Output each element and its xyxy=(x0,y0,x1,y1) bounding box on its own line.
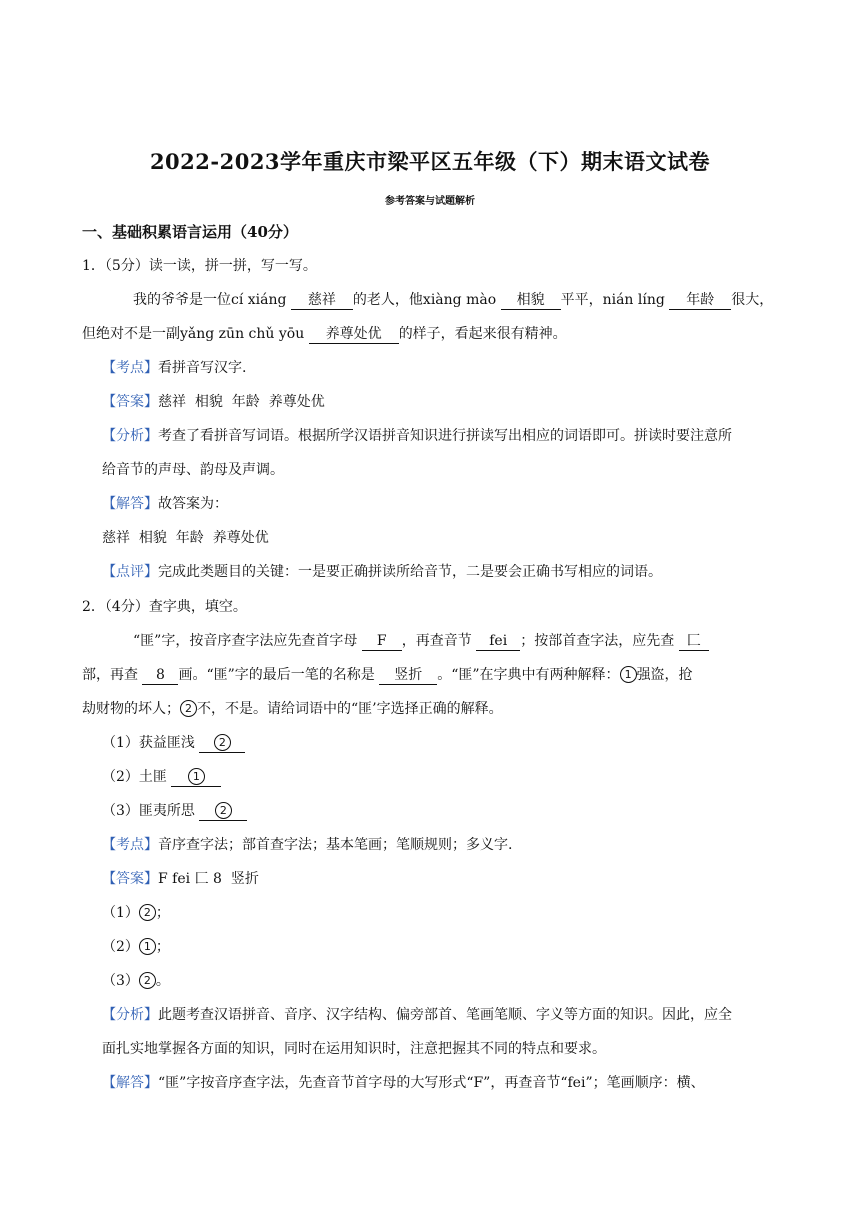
q2-result-2 xyxy=(102,937,802,957)
circled-number: 2 xyxy=(139,904,156,921)
q2-daan-text: F fei xyxy=(158,871,191,887)
q2-fenxi xyxy=(102,1005,802,1025)
q2-result-label: （3） xyxy=(102,973,139,989)
q1-passage-line2 xyxy=(82,324,782,344)
q2-answer-blank: 匚 xyxy=(679,633,709,651)
circled-number: 2 xyxy=(215,802,232,819)
q2-result-1 xyxy=(102,903,802,923)
q2-item-answer xyxy=(171,768,221,787)
q2-kaodian-text: 音序查字法；部首查字法；基本笔画；笔顺规则；多义字. xyxy=(158,837,513,853)
q2-item-label: （3）匪夷所思 xyxy=(102,803,195,819)
q2-answer-blank: F xyxy=(362,633,402,651)
q1-kaodian-text: 看拼音写汉字. xyxy=(158,360,247,376)
q2-heading: 2．（4分）查字典，填空。 xyxy=(82,599,247,615)
q2-passage-line2 xyxy=(82,665,782,685)
q2-result-3 xyxy=(102,971,802,991)
circled-number: 1 xyxy=(139,938,156,955)
q1-pinyin: yǎng zūn chǔ yōu xyxy=(180,326,305,342)
q1-pinyin: xiàng mào xyxy=(422,292,497,308)
q2-text: 。“匪”在字典中有两种解释： xyxy=(437,667,620,683)
q2-passage-line1 xyxy=(133,631,833,651)
q2-text: 强盗，抢 xyxy=(636,667,693,683)
page-title: 2022-2023学年重庆市梁平区五年级（下）期末语文试卷 xyxy=(149,149,711,174)
daan-tag: 【答案】 xyxy=(102,394,158,410)
q1-text: 很大， xyxy=(731,292,774,308)
q2-item-3 xyxy=(102,801,802,821)
jieda-tag: 【解答】 xyxy=(102,1075,158,1091)
q1-jieda-answer: 慈祥 相貌 年龄 养尊处优 xyxy=(102,530,269,546)
q1-dianping-text: 完成此类题目的关键：一是要正确拼读所给音节，二是要会正确书写相应的词语。 xyxy=(158,564,662,580)
q2-item-label: （1）获益匪浅 xyxy=(102,735,195,751)
q2-daan-text: 8 竖折 xyxy=(213,871,259,887)
q1-answer-blank: 相貌 xyxy=(501,292,561,310)
q1-answer-blank: 养尊处优 xyxy=(309,326,399,344)
q1-passage-line1 xyxy=(133,290,833,310)
q2-result-punct: 。 xyxy=(155,973,170,989)
q2-item-label: （2）土匪 xyxy=(102,769,167,785)
q1-answer-blank: 慈祥 xyxy=(291,292,353,310)
q2-item-answer xyxy=(199,734,245,753)
q2-result-punct: ； xyxy=(155,905,170,921)
kaodian-tag: 【考点】 xyxy=(102,837,158,853)
q1-text: 我的爷爷是一位 xyxy=(133,292,231,308)
q2-jieda xyxy=(102,1073,802,1093)
q1-jieda xyxy=(102,494,802,514)
q2-jieda-text: “匪”字按音序查字法，先查音节首字母的大写形式“F”，再查音节“fei”；笔画顺序：横、 xyxy=(158,1075,705,1091)
circled-number: 2 xyxy=(214,734,231,751)
page-subtitle: 参考答案与试题解析 xyxy=(385,196,475,207)
q2-kaodian xyxy=(102,835,802,855)
q1-fenxi-cont: 给音节的声母、韵母及声调。 xyxy=(102,462,284,478)
q1-daan-text: 慈祥 相貌 年龄 养尊处优 xyxy=(158,394,325,410)
q2-fenxi-cont: 面扎实地掌握各方面的知识，同时在运用知识时，注意把握其不同的特点和要求。 xyxy=(102,1041,606,1057)
q2-text: 不，不是。请给词语中的“匪’字选择正确的解释。 xyxy=(197,701,503,717)
circled-number: 2 xyxy=(180,700,197,717)
q2-text: 部，再查 xyxy=(82,667,138,683)
q1-pinyin: cí xiáng xyxy=(231,292,287,308)
q2-answer-blank: 竖折 xyxy=(379,667,437,685)
q2-item-2 xyxy=(102,767,802,787)
q2-item-answer xyxy=(199,802,247,821)
q2-fenxi-text: 此题考查汉语拼音、音序、汉字结构、偏旁部首、笔画笔顺、字义等方面的知识。因此，应全 xyxy=(158,1007,732,1023)
q2-daan-radical: 匚 xyxy=(194,871,209,887)
q1-fenxi xyxy=(102,426,802,446)
circled-number: 1 xyxy=(620,666,637,683)
q2-item-1 xyxy=(102,733,802,753)
q1-text: 平平， xyxy=(560,292,603,308)
q1-fenxi-text: 考查了看拼音写词语。根据所学汉语拼音知识进行拼读写出相应的词语即可。拼读时要注意所 xyxy=(158,428,732,444)
dianping-tag: 【点评】 xyxy=(102,564,158,580)
q2-result-label: （2） xyxy=(102,939,139,955)
q2-answer-blank: fei xyxy=(476,633,520,651)
q1-pinyin: nián líng xyxy=(602,292,665,308)
q1-dianping xyxy=(102,562,802,582)
q2-result-label: （1） xyxy=(102,905,139,921)
q1-kaodian xyxy=(102,358,802,378)
q1-heading: 1．（5分）读一读，拼一拼，写一写。 xyxy=(82,258,317,274)
circled-number: 2 xyxy=(139,972,156,989)
daan-tag: 【答案】 xyxy=(102,871,158,887)
circled-number: 1 xyxy=(188,768,205,785)
q1-text: 的老人，他 xyxy=(352,292,423,308)
q2-passage-line3 xyxy=(82,699,782,719)
q1-jieda-text: 故答案为： xyxy=(158,496,228,512)
q2-result-punct: ； xyxy=(155,939,170,955)
q2-text: 劫财物的坏人； xyxy=(82,701,180,717)
section-heading: 一、基础积累语言运用（40分） xyxy=(82,223,298,241)
q2-daan xyxy=(102,869,802,889)
q1-daan xyxy=(102,392,802,412)
q1-text: 的样子，看起来很有精神。 xyxy=(398,326,567,342)
kaodian-tag: 【考点】 xyxy=(102,360,158,376)
q1-text: 但绝对不是一副 xyxy=(82,326,180,342)
q2-text: 画。“匪”字的最后一笔的名称是 xyxy=(178,667,375,683)
jieda-tag: 【解答】 xyxy=(102,496,158,512)
q1-answer-blank: 年龄 xyxy=(669,292,731,310)
q2-answer-blank: 8 xyxy=(142,667,178,685)
q2-text: ；按部首查字法，应先查 xyxy=(520,633,675,649)
fenxi-tag: 【分析】 xyxy=(102,428,158,444)
fenxi-tag: 【分析】 xyxy=(102,1007,158,1023)
q2-text: “匪”字，按音序查字法应先查首字母 xyxy=(133,633,358,649)
q2-text: ，再查音节 xyxy=(401,633,472,649)
